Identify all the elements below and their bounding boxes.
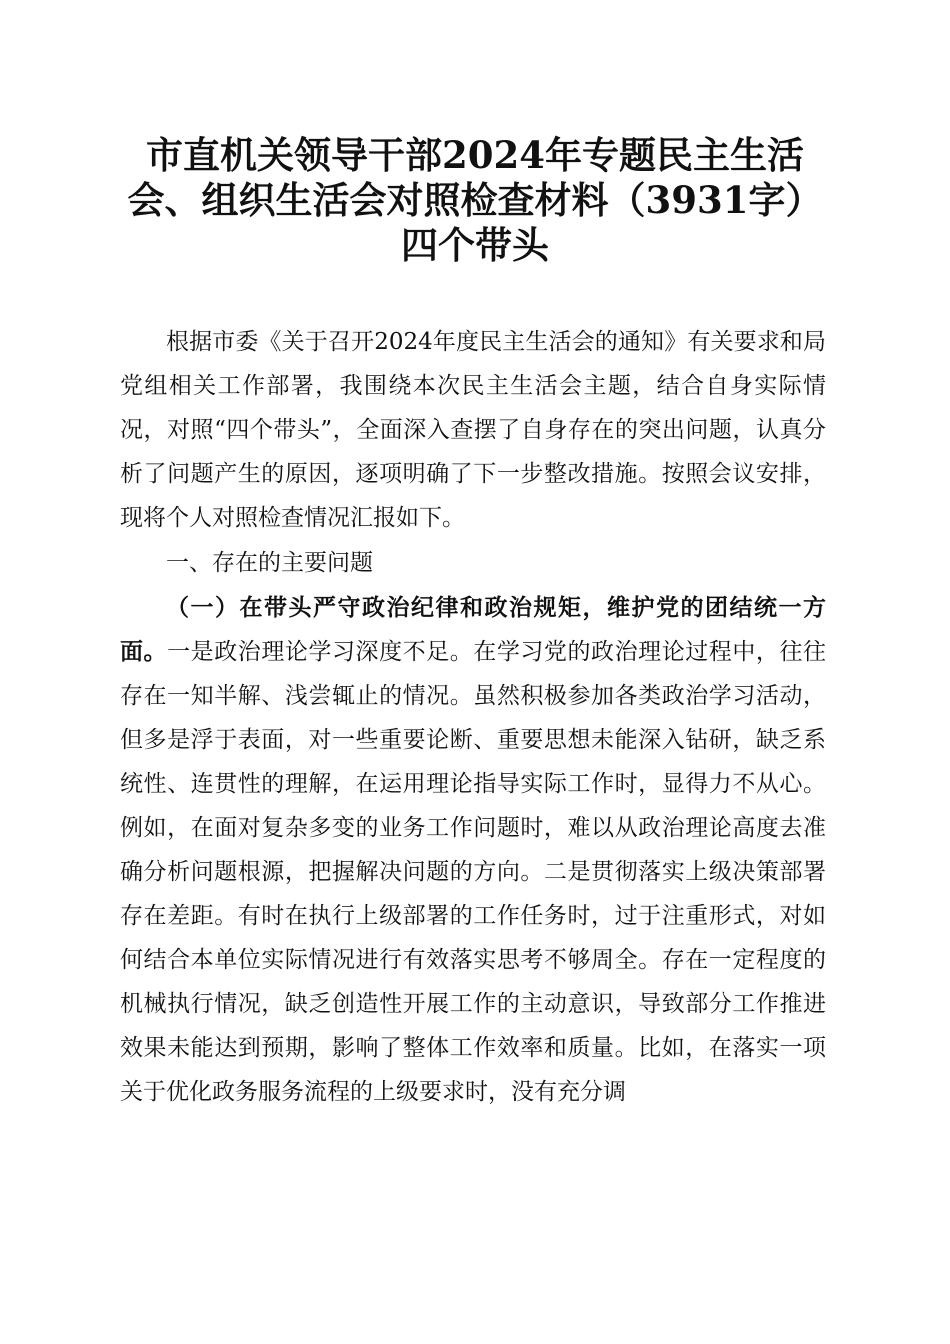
subsection-body: 一是政治理论学习深度不足。在学习党的政治理论过程中，往往存在一知半解、浅尝辄止的情况。虽然积极参加各类政治学习活动，但多是浮于表面，对一些重要论断、重要思想未能深入钻研，缺乏系统性、连贯性的理解，在运用理论指导实际工作时，显得力不从心。例如，在面对复杂多变的业务工作问题时，难以从政治理论高度去准确分析问题根源，把握解决问题的方向。二是贯彻落实上级决策部署存在差距。有时在执行上级部署的工作任务时，过于注重形式，对如何结合本单位实际情况进行有效落实思考不够周全。存在一定程度的机械执行情况，缺乏创造性开展工作的主动意识，导致部分工作推进效果未能达到预期，影响了整体工作效率和质量。比如，在落实一项关于优化政务服务流程的上级要求时，没有充分调 <box>120 639 827 1105</box>
subsection-paragraph <box>120 586 826 1114</box>
intro-paragraph: 根据市委《关于召开2024年度民主生活会的通知》有关要求和局党组相关工作部署，我围绕本次民主生活会主题，结合自身实际情况，对照“四个带头”，全面深入查摆了自身存在的突出问题，认真分析了问题产生的原因，逐项明确了下一步整改措施。按照会议安排，现将个人对照检查情况汇报如下。 <box>120 329 826 531</box>
document-body <box>120 320 826 1114</box>
subsection-lead: （一）在带头严守政治纪律和政治规矩，维护党的团结统一方面。 <box>120 594 826 665</box>
section-heading: 一、存在的主要问题 <box>166 550 373 576</box>
document-title: 市直机关领导干部2024年专题民主生活会、组织生活会对照检查材料（3931字）四个带头 <box>127 133 823 267</box>
